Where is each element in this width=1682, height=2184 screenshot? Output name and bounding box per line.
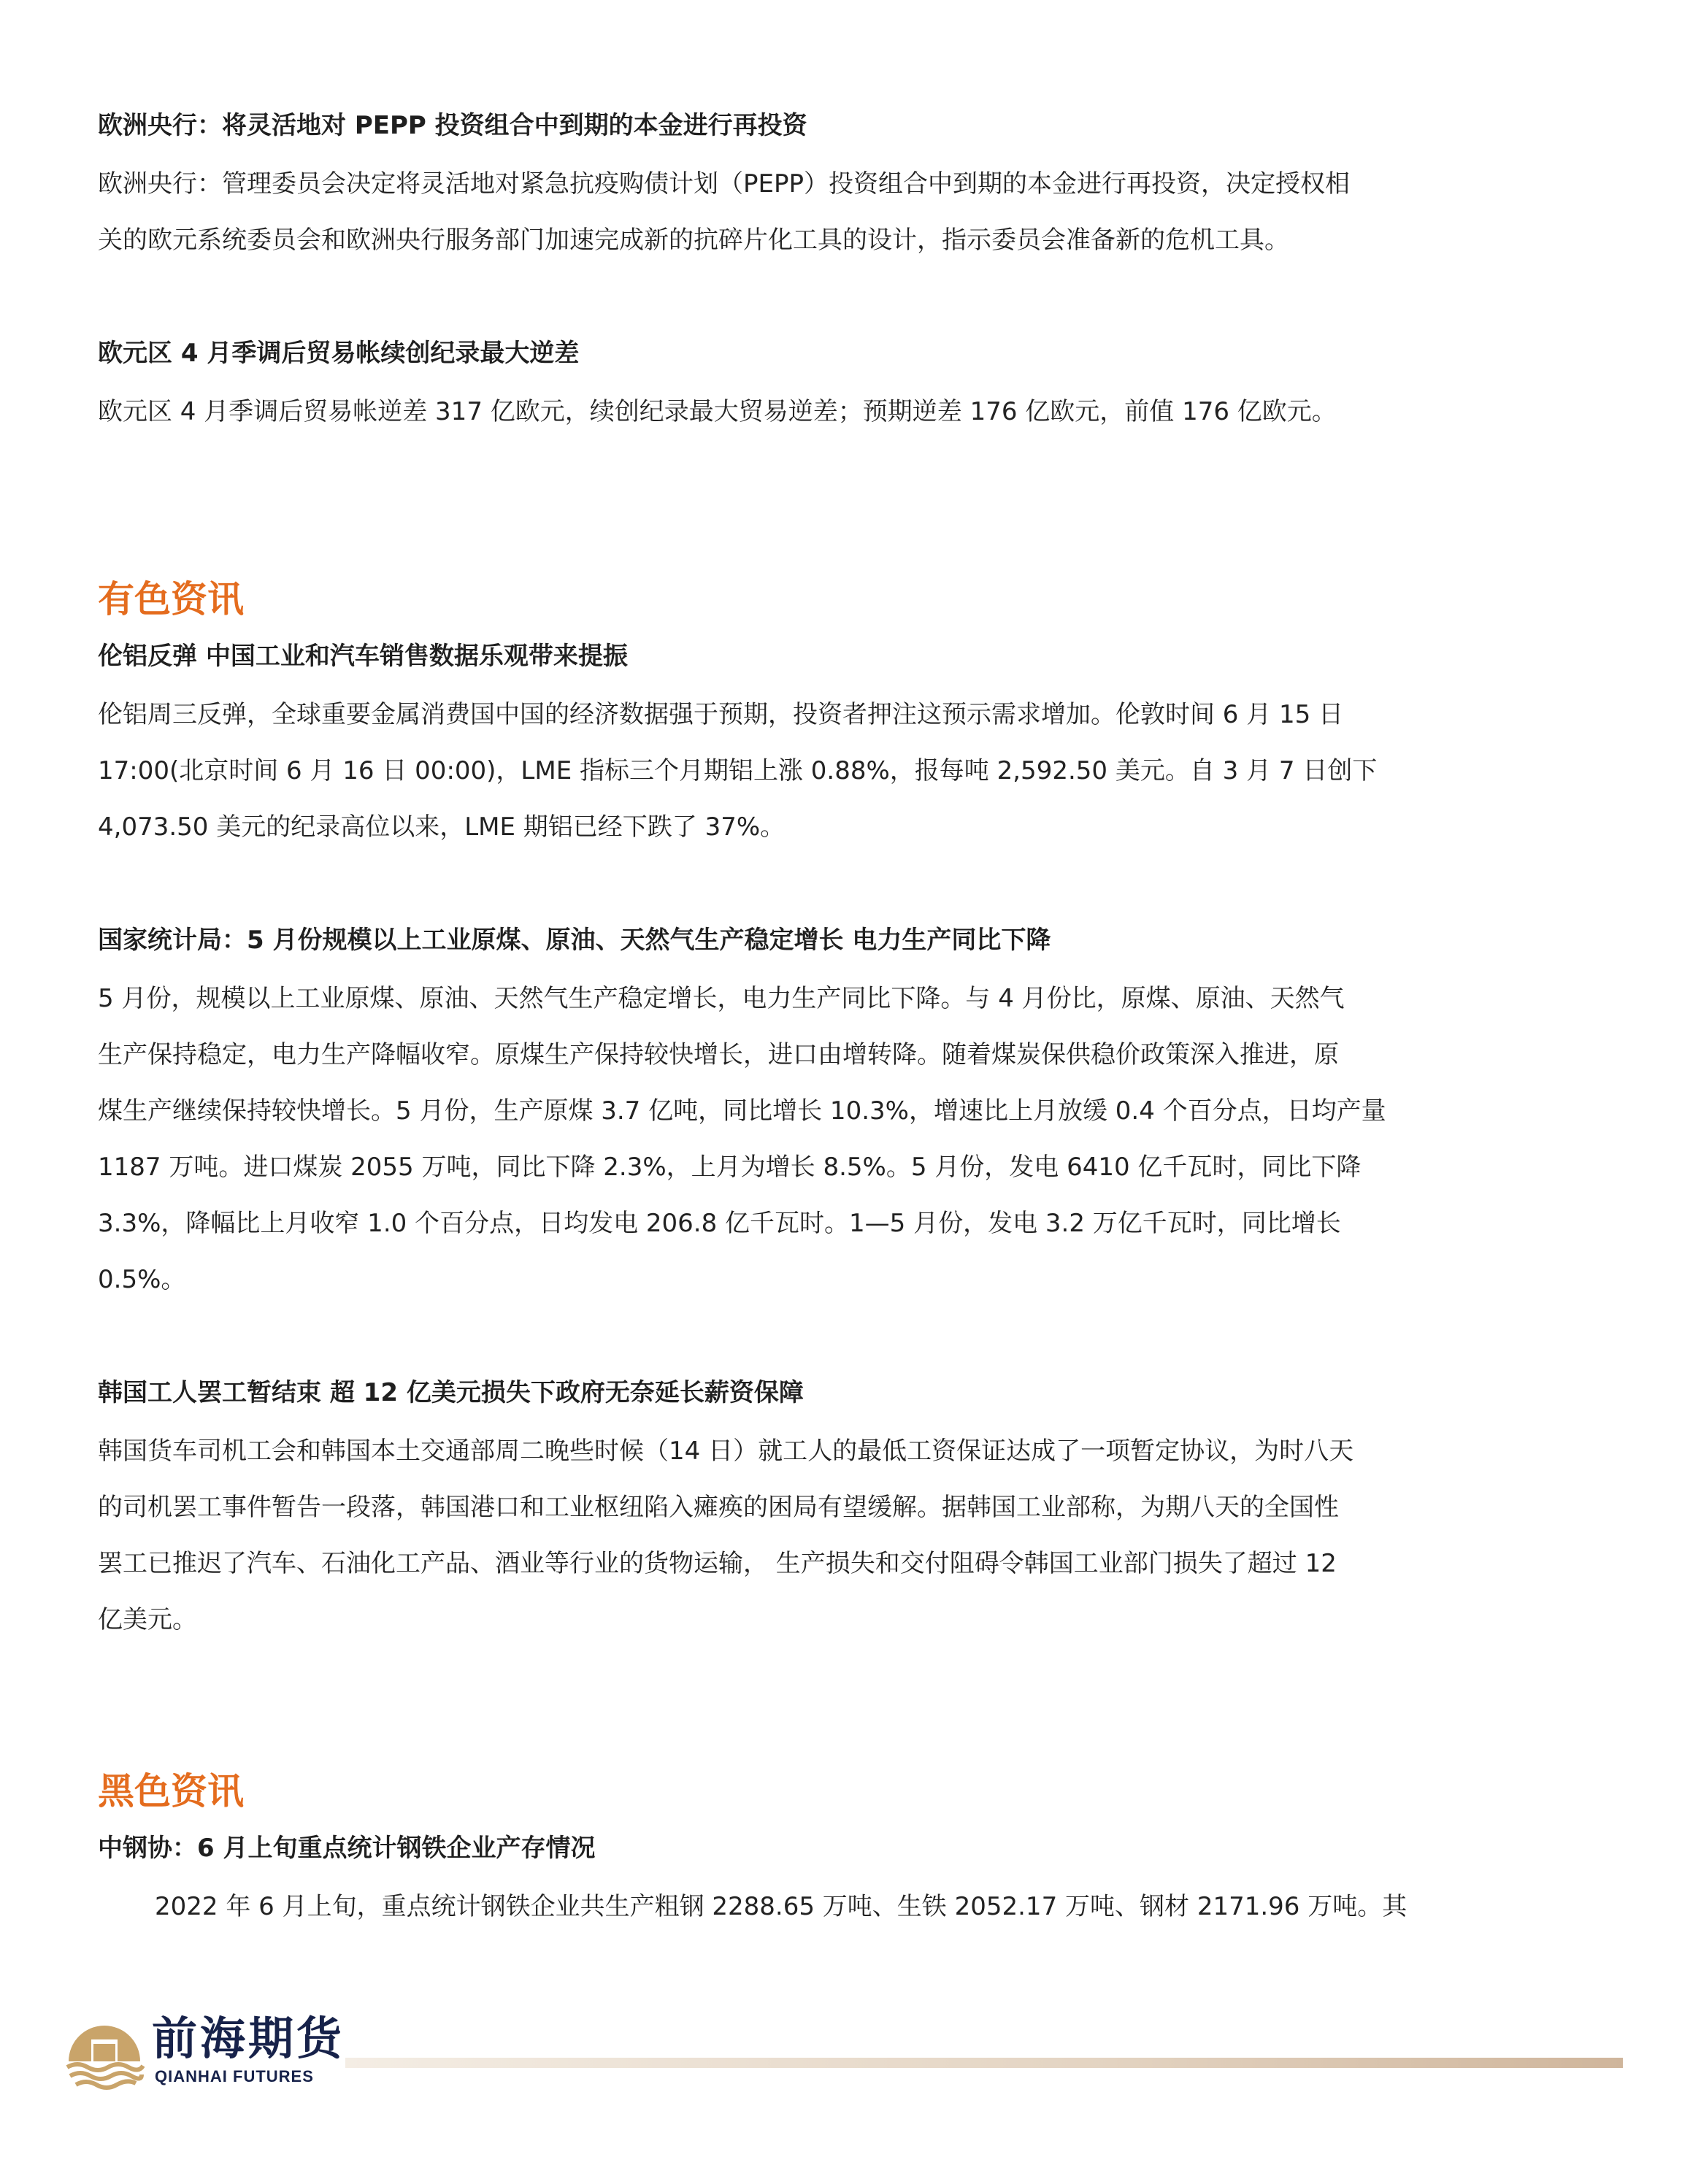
logo-chinese-name: 前海期货 (152, 2012, 345, 2065)
report-body (98, 102, 1558, 1935)
article-headline: 伦铝反弹 中国工业和汽车销售数据乐观带来提振 (98, 642, 628, 671)
article-line: 生产保持稳定，电力生产降幅收窄。原煤生产保持较快增长，进口由增转降。随着煤炭保供稳价政策深入推进，原 (98, 1040, 1339, 1069)
article-line: 亿美元。 (98, 1605, 197, 1634)
section-title-ferrous: 黑色资讯 (98, 1770, 244, 1812)
article-ecb-pepp (98, 102, 1558, 269)
article-headline: 中钢协：6 月上旬重点统计钢铁企业产存情况 (98, 1834, 596, 1863)
article-headline: 国家统计局：5 月份规模以上工业原煤、原油、天然气生产稳定增长 电力生产同比下降 (98, 926, 1051, 955)
article-headline: 欧元区 4 月季调后贸易帐续创纪录最大逆差 (98, 339, 580, 368)
section-title-nonferrous: 有色资讯 (98, 578, 244, 620)
article-line: 韩国货车司机工会和韩国本土交通部周二晚些时候（14 日）就工人的最低工资保证达成了一项暂定协议，为时八天 (98, 1437, 1354, 1466)
article-line: 0.5%。 (98, 1265, 186, 1294)
article-headline: 欧洲央行：将灵活地对 PEPP 投资组合中到期的本金进行再投资 (98, 111, 807, 140)
article-headline: 韩国工人罢工暂结束 超 12 亿美元损失下政府无奈延长薪资保障 (98, 1378, 804, 1407)
article-line: 3.3%，降幅比上月收窄 1.0 个百分点，日均发电 206.8 亿千瓦时。1—5 月份，发电 3.2 万亿千瓦时，同比增长 (98, 1209, 1341, 1238)
page-footer (64, 2009, 1583, 2096)
qianhai-logo-icon (64, 2015, 145, 2091)
article-line: 伦铝周三反弹，全球重要金属消费国中国的经济数据强于预期，投资者押注这预示需求增加。伦敦时间 6 月 15 日 (98, 700, 1344, 729)
article-line: 1187 万吨。进口煤炭 2055 万吨，同比下降 2.3%，上月为增长 8.5%。5 月份，发电 6410 亿千瓦时，同比下降 (98, 1153, 1362, 1182)
footer-divider (345, 2058, 1623, 2068)
article-lme-aluminum (98, 633, 1558, 855)
article-korea-strike (98, 1369, 1558, 1648)
logo-english-name: QIANHAI FUTURES (155, 2067, 314, 2085)
article-line: 4,073.50 美元的纪录高位以来，LME 期铝已经下跌了 37%。 (98, 812, 786, 842)
article-cisa-output (98, 1825, 1558, 1935)
article-line: 17:00(北京时间 6 月 16 日 00:00)，LME 指标三个月期铝上涨 0.88%，报每吨 2,592.50 美元。自 3 月 7 日创下 (98, 756, 1378, 785)
article-line: 关的欧元系统委员会和欧洲央行服务部门加速完成新的抗碎片化工具的设计，指示委员会准备新的危机工具。 (98, 226, 1289, 255)
article-line: 罢工已推迟了汽车、石油化工产品、酒业等行业的货物运输， 生产损失和交付阻碍令韩国工业部门损失了超过 12 (98, 1549, 1337, 1578)
article-line: 欧元区 4 月季调后贸易帐逆差 317 亿欧元，续创纪录最大贸易逆差；预期逆差 176 亿欧元，前值 176 亿欧元。 (98, 397, 1337, 426)
article-line: 的司机罢工事件暂告一段落，韩国港口和工业枢纽陷入瘫痪的困局有望缓解。据韩国工业部称，为期八天的全国性 (98, 1493, 1339, 1522)
article-eurozone-trade (98, 330, 1558, 440)
article-line: 欧洲央行：管理委员会决定将灵活地对紧急抗疫购债计划（PEPP）投资组合中到期的本金进行再投资，决定授权相 (98, 169, 1350, 199)
article-nbs-energy (98, 917, 1558, 1308)
article-line: 2022 年 6 月上旬，重点统计钢铁企业共生产粗钢 2288.65 万吨、生铁 2052.17 万吨、钢材 2171.96 万吨。其 (155, 1892, 1408, 1921)
article-line: 煤生产继续保持较快增长。5 月份，生产原煤 3.7 亿吨，同比增长 10.3%，增速比上月放缓 0.4 个百分点，日均产量 (98, 1096, 1386, 1126)
article-line: 5 月份，规模以上工业原煤、原油、天然气生产稳定增长，电力生产同比下降。与 4 月份比，原煤、原油、天然气 (98, 984, 1345, 1013)
